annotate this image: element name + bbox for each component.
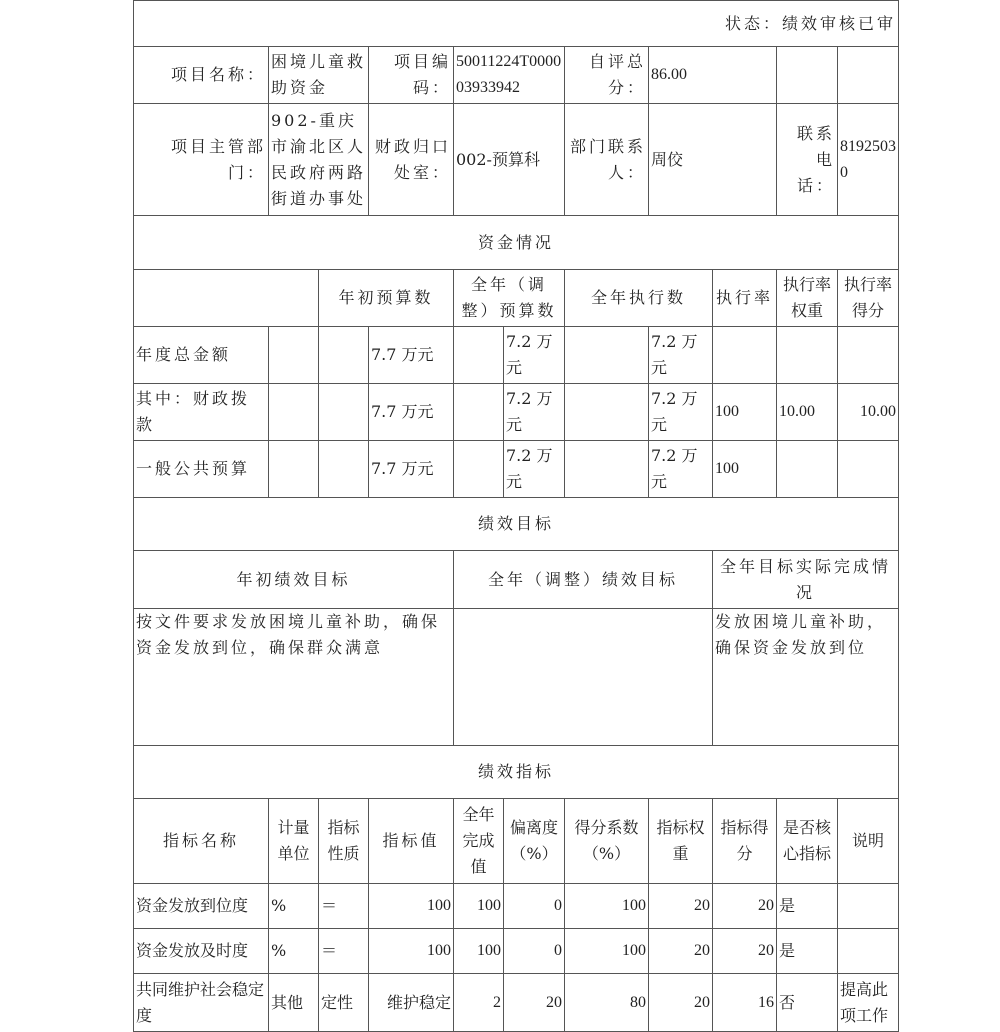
funds-row bbox=[134, 441, 899, 498]
ind-header-completed: 全年完成值 bbox=[454, 799, 504, 884]
funds-row bbox=[134, 384, 899, 441]
ind-header-core: 是否核心指标 bbox=[777, 799, 838, 884]
empty-cell bbox=[777, 47, 838, 104]
empty-cell bbox=[269, 384, 319, 441]
ind-unit: 其他 bbox=[269, 974, 319, 1032]
indicator-row bbox=[134, 929, 899, 974]
funds-executed: 7.2 万元 bbox=[649, 441, 713, 498]
empty-cell bbox=[838, 47, 899, 104]
funds-header-rate: 执行率 bbox=[713, 270, 777, 327]
funds-header-adjusted: 全年（调整）预算数 bbox=[454, 270, 565, 327]
funds-adjusted: 7.2 万元 bbox=[504, 384, 565, 441]
self-score-value: 86.00 bbox=[649, 47, 777, 104]
ind-core: 否 bbox=[777, 974, 838, 1032]
ind-header-note: 说明 bbox=[838, 799, 899, 884]
status-text: 状态：绩效审核已审 bbox=[134, 1, 899, 47]
dept-label: 项目主管部门： bbox=[134, 104, 269, 216]
ind-header-value: 指标值 bbox=[369, 799, 454, 884]
empty-cell bbox=[319, 384, 369, 441]
funds-rate: 100 bbox=[713, 384, 777, 441]
finance-office-label: 财政归口处室： bbox=[369, 104, 454, 216]
finance-office-value: 002-预算科 bbox=[454, 104, 565, 216]
funds-header-initial: 年初预算数 bbox=[319, 270, 454, 327]
funds-score bbox=[838, 441, 899, 498]
goals-header-initial: 年初绩效目标 bbox=[134, 551, 454, 609]
funds-weight bbox=[777, 441, 838, 498]
funds-weight: 10.00 bbox=[777, 384, 838, 441]
funds-weight bbox=[777, 327, 838, 384]
ind-core: 是 bbox=[777, 884, 838, 929]
ind-name: 资金发放及时度 bbox=[134, 929, 269, 974]
funds-row-label: 年度总金额 bbox=[134, 327, 269, 384]
empty-cell bbox=[269, 441, 319, 498]
empty-cell bbox=[454, 441, 504, 498]
ind-header-deviation: 偏离度（%） bbox=[504, 799, 565, 884]
funds-header-weight: 执行率权重 bbox=[777, 270, 838, 327]
empty-cell bbox=[565, 384, 649, 441]
ind-core: 是 bbox=[777, 929, 838, 974]
ind-header-unit: 计量单位 bbox=[269, 799, 319, 884]
empty-cell bbox=[319, 327, 369, 384]
ind-deviation: 20 bbox=[504, 974, 565, 1032]
ind-unit: % bbox=[269, 929, 319, 974]
funds-initial: 7.7 万元 bbox=[369, 327, 454, 384]
contact-label: 部门联系人： bbox=[565, 104, 649, 216]
project-code-value: 50011224T000003933942 bbox=[454, 47, 565, 104]
ind-header-weight: 指标权重 bbox=[649, 799, 713, 884]
ind-coef: 80 bbox=[565, 974, 649, 1032]
project-name-value: 困境儿童救助资金 bbox=[269, 47, 369, 104]
funds-score bbox=[838, 327, 899, 384]
goals-initial-text: 按文件要求发放困境儿童补助，确保资金发放到位，确保群众满意 bbox=[134, 609, 454, 746]
ind-value: 100 bbox=[369, 884, 454, 929]
goals-section-title: 绩效目标 bbox=[134, 498, 899, 551]
ind-nature: 定性 bbox=[319, 974, 369, 1032]
ind-name: 资金发放到位度 bbox=[134, 884, 269, 929]
funds-header-score: 执行率得分 bbox=[838, 270, 899, 327]
project-code-label: 项目编码： bbox=[369, 47, 454, 104]
ind-weight: 20 bbox=[649, 974, 713, 1032]
funds-row-label: 一般公共预算 bbox=[134, 441, 269, 498]
goals-actual-text: 发放困境儿童补助，确保资金发放到位 bbox=[713, 609, 899, 746]
funds-rate bbox=[713, 327, 777, 384]
funds-executed: 7.2 万元 bbox=[649, 384, 713, 441]
indicators-section-title: 绩效指标 bbox=[134, 746, 899, 799]
ind-nature: ＝ bbox=[319, 929, 369, 974]
ind-unit: % bbox=[269, 884, 319, 929]
funds-row-label: 其中：财政拨款 bbox=[134, 384, 269, 441]
funds-adjusted: 7.2 万元 bbox=[504, 327, 565, 384]
ind-score: 16 bbox=[713, 974, 777, 1032]
dept-value: 902-重庆市渝北区人民政府两路街道办事处 bbox=[269, 104, 369, 216]
contact-value: 周佼 bbox=[649, 104, 777, 216]
ind-nature: ＝ bbox=[319, 884, 369, 929]
phone-label: 联系电话： bbox=[777, 104, 838, 216]
evaluation-table bbox=[133, 0, 899, 1032]
ind-header-score: 指标得分 bbox=[713, 799, 777, 884]
ind-deviation: 0 bbox=[504, 929, 565, 974]
empty-cell bbox=[269, 327, 319, 384]
self-score-label: 自评总分： bbox=[565, 47, 649, 104]
ind-coef: 100 bbox=[565, 929, 649, 974]
empty-cell bbox=[319, 441, 369, 498]
ind-value: 100 bbox=[369, 929, 454, 974]
ind-weight: 20 bbox=[649, 884, 713, 929]
goals-adjusted-text bbox=[454, 609, 713, 746]
ind-weight: 20 bbox=[649, 929, 713, 974]
ind-header-coef: 得分系数（%） bbox=[565, 799, 649, 884]
phone-value: 81925030 bbox=[838, 104, 899, 216]
ind-deviation: 0 bbox=[504, 884, 565, 929]
ind-value: 维护稳定 bbox=[369, 974, 454, 1032]
ind-name: 共同维护社会稳定度 bbox=[134, 974, 269, 1032]
ind-completed: 2 bbox=[454, 974, 504, 1032]
ind-header-name: 指标名称 bbox=[134, 799, 269, 884]
ind-note bbox=[838, 929, 899, 974]
funds-rate: 100 bbox=[713, 441, 777, 498]
ind-note: 提高此项工作 bbox=[838, 974, 899, 1032]
empty-cell bbox=[454, 327, 504, 384]
ind-header-nature: 指标性质 bbox=[319, 799, 369, 884]
ind-score: 20 bbox=[713, 929, 777, 974]
indicator-row bbox=[134, 974, 899, 1032]
funds-executed: 7.2 万元 bbox=[649, 327, 713, 384]
empty-cell bbox=[565, 327, 649, 384]
project-name-label: 项目名称： bbox=[134, 47, 269, 104]
funds-adjusted: 7.2 万元 bbox=[504, 441, 565, 498]
funds-score: 10.00 bbox=[838, 384, 899, 441]
funds-initial: 7.7 万元 bbox=[369, 441, 454, 498]
empty-cell bbox=[454, 384, 504, 441]
empty-cell bbox=[565, 441, 649, 498]
goals-header-adjusted: 全年（调整）绩效目标 bbox=[454, 551, 713, 609]
ind-coef: 100 bbox=[565, 884, 649, 929]
goals-header-actual: 全年目标实际完成情况 bbox=[713, 551, 899, 609]
funds-row bbox=[134, 327, 899, 384]
ind-note bbox=[838, 884, 899, 929]
empty-cell bbox=[134, 270, 319, 327]
ind-score: 20 bbox=[713, 884, 777, 929]
ind-completed: 100 bbox=[454, 884, 504, 929]
funds-initial: 7.7 万元 bbox=[369, 384, 454, 441]
indicator-row bbox=[134, 884, 899, 929]
funds-section-title: 资金情况 bbox=[134, 216, 899, 270]
funds-header-executed: 全年执行数 bbox=[565, 270, 713, 327]
ind-completed: 100 bbox=[454, 929, 504, 974]
